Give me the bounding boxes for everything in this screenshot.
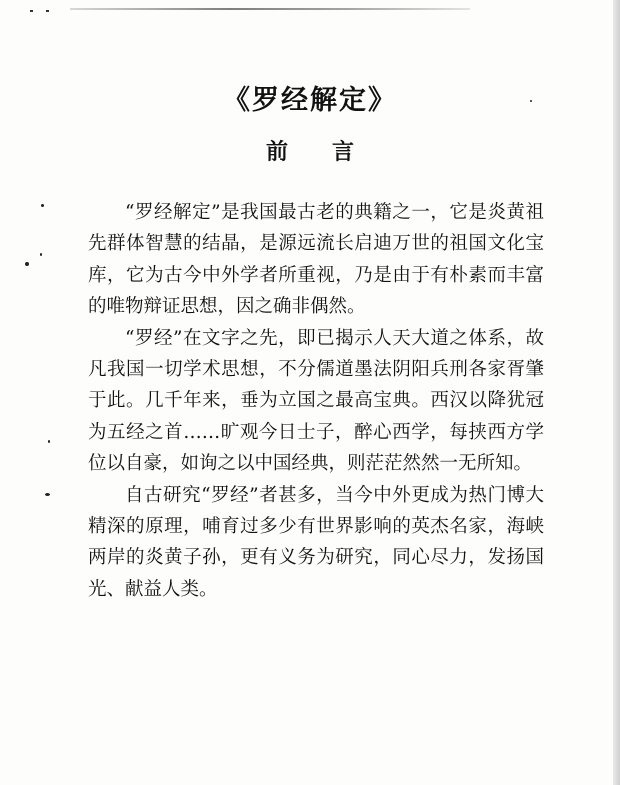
scan-speck [41, 204, 44, 207]
scan-speck [40, 253, 42, 256]
section-heading-char: 言 [332, 139, 355, 165]
preface-body [88, 197, 544, 605]
scan-mark [30, 10, 33, 12]
section-heading [0, 135, 620, 166]
scan-right-edge [613, 0, 620, 785]
scan-speck [48, 440, 50, 443]
scan-speck [45, 493, 50, 496]
paragraph: “罗经”在文字之先，即已揭示人天大道之体系，故凡我国一切学术思想，不分儒道墨法阴阳兵刑各家胥肇于此。几千年来，垂为立国之最高宝典。西汉以降犹冠为五经之首……旷观今日士子，醉心西学，每挟西方学位以自豪，如询之以中国经典，则茫茫然然一无所知。 [88, 327, 544, 475]
scan-mark [46, 10, 49, 12]
page-title: 《罗经解定》 [223, 85, 397, 116]
section-heading-char: 前 [265, 139, 288, 165]
scan-top-rule [70, 8, 470, 10]
scan-speck [25, 262, 29, 266]
paragraph: “罗经解定”是我国最古老的典籍之一，它是炎黄祖先群体智慧的结晶，是源远流长启迪万世的祖国文化宝库，它为古今中外学者所重视，乃是由于有朴素而丰富的唯物辩证思想，因之确非偶然。 [88, 202, 544, 318]
paragraph: 自古研究“罗经”者甚多，当今中外更成为热门博大精深的原理，哺育过多少有世界影响的英杰名家，海峡两岸的炎黄子孙，更有义务为研究，同心尽力，发扬国光、献益人类。 [88, 484, 544, 600]
